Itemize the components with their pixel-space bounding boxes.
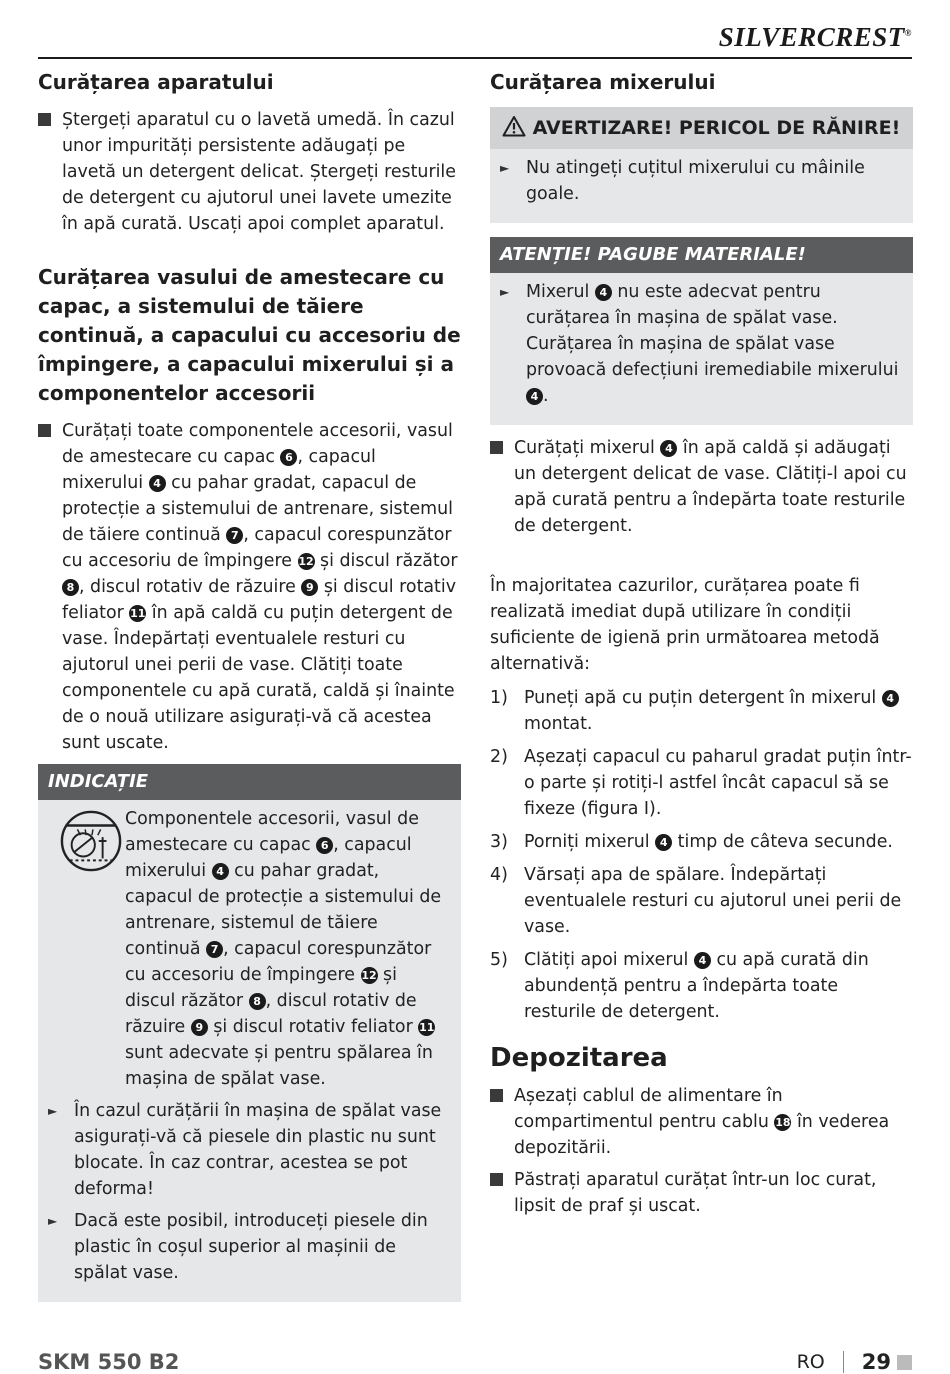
part-number-badge: 4 xyxy=(660,440,677,457)
part-number-badge: 11 xyxy=(130,607,146,620)
warning-box xyxy=(490,107,913,223)
part-number-badge: 8 xyxy=(62,579,79,596)
step-number: 5) xyxy=(490,950,508,970)
right-column xyxy=(490,68,913,1225)
part-number-badge: 4 xyxy=(694,952,711,969)
part-number-badge: 4 xyxy=(149,475,166,492)
brand-logo: SILVERCREST® xyxy=(718,22,912,52)
bullet-square-icon xyxy=(490,1089,503,1102)
bullet-square-icon xyxy=(490,1173,503,1186)
section-title: Curățarea vasului de amestecare cu capac, a sistemului de tăiere continuă, a capacului cu accesoriu de împingere, a capacului mixerului și a componentelor accesorii xyxy=(38,265,461,405)
part-number-badge: 11 xyxy=(419,1021,435,1034)
warning-triangle-icon xyxy=(502,115,526,137)
step-item: 1) Puneți apă cu puțin detergent în mixerul 4 montat. xyxy=(490,685,913,737)
hint-text: Componentele accesorii, vasul de amestecare cu capac 6 , capacul mixerului 4 cu pahar gradat, capacul de protecție a sistemului de antrenare, sistemul de tăiere continuă 7 , capacul corespunzător cu accesoriu de împingere 12 și discul răzător 8 , discul rotativ de răzuire 9 și discul rotativ feliator 11 sunt adecvate și pentru spălarea în mașina de spălat vase. xyxy=(48,806,451,1092)
page-footer xyxy=(797,1350,912,1374)
list-item: Așezați cablul de alimentare în compartimentul pentru cablu 18 în vederea depozitării. xyxy=(490,1083,913,1161)
list-item: Ștergeți aparatul cu o lavetă umedă. În cazul unor impurități persistente adăugați pe lavetă un detergent delicat. Ștergeți resturile de detergent cu ajutorul unei lavete umezite în apă curată. Uscați apoi complet aparatul. xyxy=(38,107,461,237)
step-number: 4) xyxy=(490,865,508,885)
part-number-badge: 18 xyxy=(775,1116,791,1129)
step-item: 3) Porniți mixerul 4 timp de câteva secunde. xyxy=(490,829,913,855)
header-rule xyxy=(38,57,912,59)
part-number-badge: 4 xyxy=(595,284,612,301)
attention-box xyxy=(490,237,913,425)
step-number: 2) xyxy=(490,747,508,767)
step-number: 1) xyxy=(490,688,508,708)
list-item: ► În cazul curățării în mașina de spălat vase asigurați-vă că piesele din plastic nu sunt blocate. În caz contrar, acestea se pot deforma! xyxy=(48,1098,451,1202)
part-number-badge: 8 xyxy=(249,993,266,1010)
bullet-square-icon xyxy=(38,424,51,437)
step-item: 5) Clătiți apoi mixerul 4 cu apă curată din abundență pentru a îndepărta toate resturile de detergent. xyxy=(490,947,913,1025)
list-item: Curățați mixerul 4 în apă caldă și adăugați un detergent delicat de vase. Clătiți-l apoi cu apă curată pentru a îndepărta toate resturile de detergent. xyxy=(490,435,913,539)
part-number-badge: 6 xyxy=(280,449,297,466)
list-item: Curățați toate componentele accesorii, vasul de amestecare cu capac 6 , capacul mixerului 4 cu pahar gradat, capacul de protecție a sistemului de antrenare, sistemul de tăiere continuă 7 , capacul corespunzător cu accesoriu de împingere 12 și discul răzător 8 , discul rotativ de răzuire 9 și discul rotativ feliator 11 în apă caldă cu puțin detergent de vase. Îndepărtați eventualele resturi cu ajutorul unei perii de vase. Clătiți toate componentele cu apă curată, caldă și înainte de o nouă utilizare asigurați-vă că acestea sunt uscate. xyxy=(38,418,461,756)
hint-box xyxy=(38,764,461,1302)
arrow-right-icon: ► xyxy=(500,285,510,299)
arrow-right-icon: ► xyxy=(48,1104,58,1118)
page-marker-icon xyxy=(897,1355,912,1370)
intro-paragraph: În majoritatea cazurilor, curățarea poate fi realizată imediat după utilizare în condiții suficiente de igienă prin următoarea metodă alternativă: xyxy=(490,576,880,674)
part-number-badge: 9 xyxy=(301,579,318,596)
list-item: ► Mixerul 4 nu este adecvat pentru curățarea în mașina de spălat vase. Curățarea în mașina de spălat vase provoacă defecțiuni iremediabile mixerului 4 . xyxy=(500,279,903,409)
model-number: SKM 550 B2 xyxy=(38,1350,180,1374)
step-number: 3) xyxy=(490,832,508,852)
part-number-badge: 4 xyxy=(212,863,229,880)
list-item: ► Dacă este posibil, introduceți piesele din plastic în coșul superior al mașinii de spălat vase. xyxy=(48,1208,451,1286)
arrow-right-icon: ► xyxy=(48,1214,58,1228)
section-title: Curățarea aparatului xyxy=(38,70,274,94)
section-title: Curățarea mixerului xyxy=(490,70,716,94)
part-number-badge: 7 xyxy=(226,527,243,544)
footer-divider xyxy=(843,1351,844,1373)
part-number-badge: 4 xyxy=(655,834,672,851)
warning-title: AVERTIZARE! PERICOL DE RĂNIRE! xyxy=(490,107,913,149)
steps-list xyxy=(490,685,913,1025)
language-code: RO xyxy=(796,1351,825,1373)
dishwasher-icon xyxy=(60,810,122,872)
list-item: ► Nu atingeți cuțitul mixerului cu mâinile goale. xyxy=(500,155,903,207)
part-number-badge: 9 xyxy=(191,1019,208,1036)
part-number-badge: 4 xyxy=(526,388,543,405)
section-title: Depozitarea xyxy=(490,1043,668,1073)
attention-title: ATENȚIE! PAGUBE MATERIALE! xyxy=(490,237,913,273)
bullet-square-icon xyxy=(38,113,51,126)
page-number: 29 xyxy=(861,1350,891,1374)
part-number-badge: 4 xyxy=(882,690,899,707)
part-number-badge: 6 xyxy=(316,837,333,854)
part-number-badge: 7 xyxy=(206,941,223,958)
list-item: Păstrați aparatul curățat într-un loc curat, lipsit de praf și uscat. xyxy=(490,1167,913,1219)
step-item: 4) Vărsați apa de spălare. Îndepărtați eventualele resturi cu ajutorul unei perii de vase. xyxy=(490,862,913,940)
part-number-badge: 12 xyxy=(361,969,377,982)
hint-title: INDICAȚIE xyxy=(38,764,461,800)
left-column xyxy=(38,68,461,1312)
part-number-badge: 12 xyxy=(298,555,314,568)
arrow-right-icon: ► xyxy=(500,161,510,175)
bullet-square-icon xyxy=(490,441,503,454)
step-item: 2) Așezați capacul cu paharul gradat puțin într-o parte și rotiți-l astfel încât capacul să se fixeze (figura I). xyxy=(490,744,913,822)
